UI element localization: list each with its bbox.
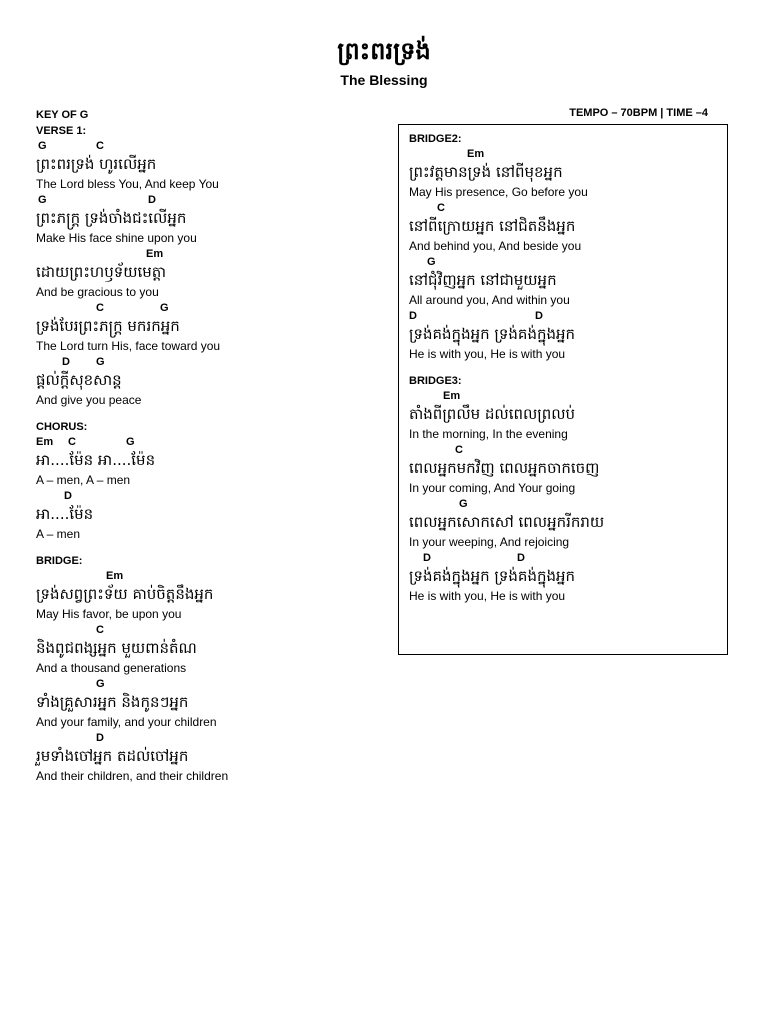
- chord-line: [36, 731, 376, 745]
- song-title-khmer: ព្រះពរទ្រង់: [337, 37, 431, 65]
- song-section: [409, 131, 727, 363]
- lyric-khmer: ព្រះពរទ្រង់ ហូរលើអ្នក: [36, 155, 157, 173]
- section-heading: BRIDGE:: [36, 555, 83, 567]
- chord-line: [36, 355, 376, 369]
- chord: G: [160, 302, 169, 314]
- chord: D: [96, 732, 104, 744]
- chord-line: [36, 677, 376, 691]
- chord-line: [409, 443, 727, 457]
- chord: C: [96, 624, 104, 636]
- lyric-khmer: អា....ម៉ែន អា....ម៉ែន: [36, 451, 156, 469]
- chord: G: [459, 498, 468, 510]
- lyric-khmer: នៅពីក្រោយអ្នក នៅជិតនឹងអ្នក: [409, 217, 576, 235]
- lyric-english: And their children, and their children: [36, 769, 229, 783]
- section-heading: VERSE 1:: [36, 125, 87, 137]
- chord-line: [409, 147, 727, 161]
- chord: D: [148, 194, 156, 206]
- chord-line: [409, 255, 727, 269]
- chord-line: [409, 309, 727, 323]
- chord: C: [96, 140, 104, 152]
- section-heading: BRIDGE3:: [409, 375, 462, 387]
- chord: D: [423, 552, 431, 564]
- chord: G: [126, 436, 135, 448]
- lyric-english: In the morning, In the evening: [409, 427, 568, 441]
- chord: Em: [106, 570, 124, 582]
- lyric-khmer: ទ្រង់គង់ក្នុងអ្នក ទ្រង់គង់ក្នុងអ្នក: [409, 325, 576, 343]
- chord-line: [36, 435, 376, 449]
- chord: G: [427, 256, 436, 268]
- lyric-english: May His favor, be upon you: [36, 607, 182, 621]
- chord-line: [409, 497, 727, 511]
- chord: D: [409, 310, 417, 322]
- section-heading: CHORUS:: [36, 421, 88, 433]
- lyric-english: The Lord bless You, And keep You: [36, 177, 219, 191]
- lyric-khmer: ព្រះភក្ត្រ ទ្រង់ចាំងជះលើអ្នក: [36, 209, 187, 227]
- chord: C: [68, 436, 76, 448]
- bridge-box: [398, 124, 728, 655]
- section-heading: KEY OF G: [36, 109, 89, 121]
- lyric-english: The Lord turn His, face toward you: [36, 339, 221, 353]
- chord-line: [36, 489, 376, 503]
- lyric-khmer: ពេលអ្នកមកវិញ ពេលអ្នកចាកចេញ: [409, 459, 600, 477]
- chord: Em: [467, 148, 485, 160]
- chord: G: [38, 140, 47, 152]
- lyric-khmer: ផ្ដល់ក្ដីសុខសាន្ត: [36, 371, 122, 389]
- lyric-english: And behind you, And beside you: [409, 239, 582, 253]
- chord-line: [36, 301, 376, 315]
- chord: Em: [36, 436, 54, 448]
- lyric-khmer: អា....ម៉ែន: [36, 505, 94, 523]
- chord-line: [409, 389, 727, 403]
- lyric-english: A – men, A – men: [36, 473, 131, 487]
- chord: D: [62, 356, 70, 368]
- lyric-english: And be gracious to you: [36, 285, 159, 299]
- chord: Em: [443, 390, 461, 402]
- lyric-english: In your coming, And Your going: [409, 481, 576, 495]
- song-section: [36, 107, 376, 409]
- chord-line: [36, 623, 376, 637]
- chord: C: [455, 444, 463, 456]
- lyric-english: May His presence, Go before you: [409, 185, 588, 199]
- lyric-khmer: ទ្រង់សព្វព្រះទ័យ គាប់ចិត្តនឹងអ្នក: [36, 585, 214, 603]
- chord: C: [437, 202, 445, 214]
- lyric-english: A – men: [36, 527, 81, 541]
- chord: D: [64, 490, 72, 502]
- chord-line: [409, 201, 727, 215]
- chord-line: [36, 193, 376, 207]
- lyric-khmer: ទ្រង់គង់ក្នុងអ្នក ទ្រង់គង់ក្នុងអ្នក: [409, 567, 576, 585]
- lyric-khmer: ពេលអ្នកសោកសៅ ពេលអ្នករីករាយ: [409, 513, 605, 531]
- chord-line: [36, 247, 376, 261]
- lyric-english: And a thousand generations: [36, 661, 187, 675]
- lyric-khmer: និងពូជពង្សអ្នក មួយពាន់តំណ: [36, 639, 197, 657]
- lyric-english: And your family, and your children: [36, 715, 217, 729]
- song-section: [36, 419, 376, 543]
- lyric-khmer: ទ្រង់បែរព្រះភក្ត្រ មករកអ្នក: [36, 317, 180, 335]
- lyric-khmer: តាំងពីព្រលឹម ដល់ពេលព្រលប់: [409, 405, 576, 423]
- chord: D: [517, 552, 525, 564]
- song-section: [36, 553, 376, 785]
- left-column: [36, 107, 376, 795]
- chord: G: [96, 356, 105, 368]
- song-section: [409, 373, 727, 605]
- lyric-english: Make His face shine upon you: [36, 231, 197, 245]
- lyric-english: And give you peace: [36, 393, 142, 407]
- lyric-khmer: ដោយព្រះហឫទ័យមេត្តា: [36, 263, 167, 281]
- chord-line: [36, 569, 376, 583]
- chord: G: [96, 678, 105, 690]
- section-heading: BRIDGE2:: [409, 133, 462, 145]
- chord-line: [36, 139, 376, 153]
- chord: D: [535, 310, 543, 322]
- lyric-khmer: ទាំងគ្រួសារអ្នក និងកូនៗអ្នក: [36, 693, 189, 711]
- lyric-khmer: នៅជុំវិញអ្នក នៅជាមួយអ្នក: [409, 271, 557, 289]
- lyric-khmer: រួមទាំងចៅអ្នក តដល់ចៅអ្នក: [36, 747, 189, 765]
- chord: G: [38, 194, 47, 206]
- song-title-english: The Blessing: [340, 72, 428, 88]
- chord-line: [409, 551, 727, 565]
- lyric-english: He is with you, He is with you: [409, 347, 566, 361]
- lyric-english: All around you, And within you: [409, 293, 570, 307]
- lyric-english: He is with you, He is with you: [409, 589, 566, 603]
- chord: Em: [146, 248, 164, 260]
- tempo-time-signature: TEMPO – 70BPM | TIME –4: [569, 107, 708, 119]
- lyric-khmer: ព្រះវត្តមានទ្រង់ នៅពីមុខអ្នក: [409, 163, 563, 181]
- lyric-english: In your weeping, And rejoicing: [409, 535, 570, 549]
- chord: C: [96, 302, 104, 314]
